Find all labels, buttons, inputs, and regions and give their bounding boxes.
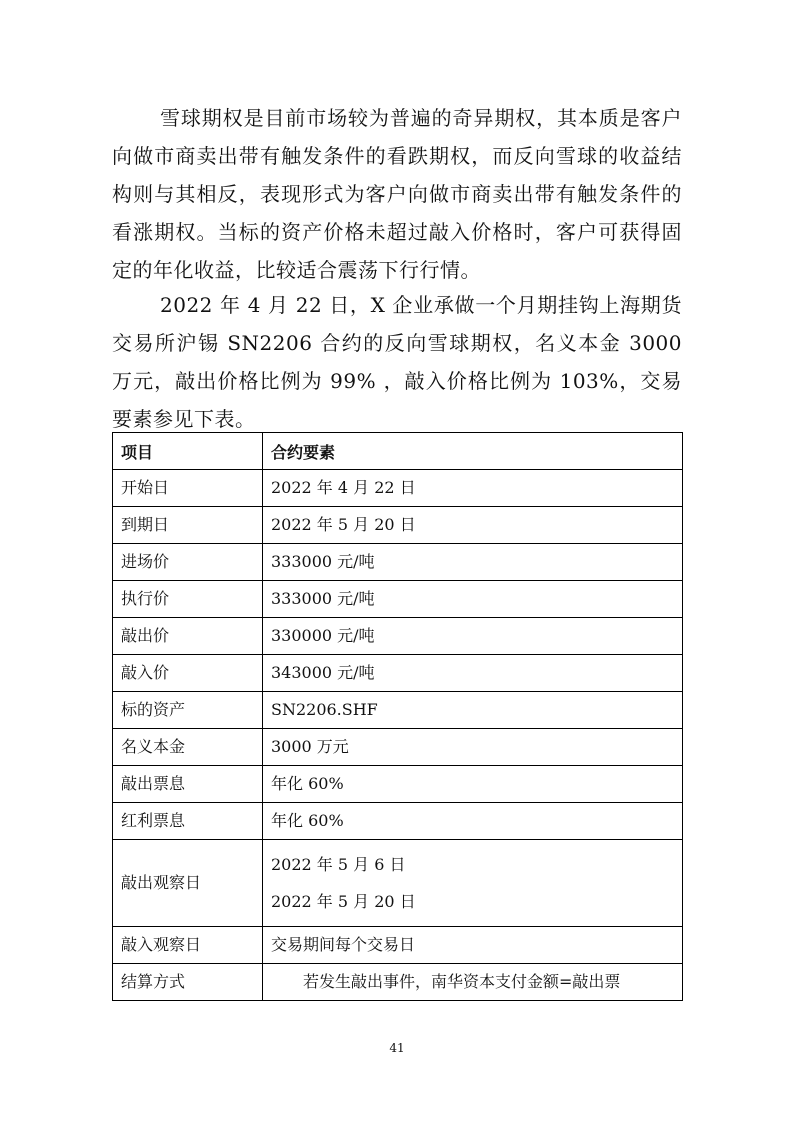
row-label: 开始日 [113, 470, 263, 507]
table-row [113, 927, 683, 964]
row-value: 3000 万元 [263, 729, 683, 766]
row-value: 330000 元/吨 [263, 618, 683, 655]
row-label: 进场价 [113, 544, 263, 581]
row-value: 343000 元/吨 [263, 655, 683, 692]
body-paragraph-snowball-intro: 雪球期权是目前市场较为普遍的奇异期权，其本质是客户向做市商卖出带有触发条件的看跌期权，而反向雪球的收益结构则与其相反，表现形式为客户向做市商卖出带有触发条件的看涨期权。当标的资产价格未超过敲入价格时，客户可获得固定的年化收益，比较适合震荡下行行情。 [112, 106, 682, 282]
row-value: 2022 年 4 月 22 日 [263, 470, 683, 507]
table-row [113, 618, 683, 655]
row-value: 333000 元/吨 [263, 581, 683, 618]
row-value: 年化 60% [263, 766, 683, 803]
row-label: 敲入观察日 [113, 927, 263, 964]
observation-date: 2022 年 5 月 20 日 [271, 892, 416, 911]
row-label: 敲入价 [113, 655, 263, 692]
table-row [113, 840, 683, 927]
row-label: 执行价 [113, 581, 263, 618]
table-row [113, 581, 683, 618]
header-contract-elements: 合约要素 [263, 433, 683, 470]
table-row [113, 766, 683, 803]
row-label: 敲出观察日 [113, 840, 263, 927]
table-row [113, 729, 683, 766]
row-value: SN2206.SHF [263, 692, 683, 729]
table-row [113, 655, 683, 692]
table-row [113, 507, 683, 544]
row-label: 敲出票息 [113, 766, 263, 803]
page-number: 41 [389, 1041, 405, 1055]
row-label: 红利票息 [113, 803, 263, 840]
contract-elements-table [112, 432, 683, 1001]
table-row [113, 544, 683, 581]
row-label: 标的资产 [113, 692, 263, 729]
body-paragraph-trade-example: 2022 年 4 月 22 日，X 企业承做一个月期挂钩上海期货交易所沪锡 SN2206 合约的反向雪球期权，名义本金 3000 万元，敲出价格比例为 99% ，敲入价格比例为 103%，交易要素参见下表。 [112, 293, 682, 431]
row-value: 若发生敲出事件，南华资本支付金额=敲出票 [263, 964, 683, 1001]
header-item: 项目 [113, 433, 263, 470]
row-label: 到期日 [113, 507, 263, 544]
row-value: 交易期间每个交易日 [263, 927, 683, 964]
table-header-row [113, 433, 683, 470]
row-value: 333000 元/吨 [263, 544, 683, 581]
table-row [113, 964, 683, 1001]
row-label: 敲出价 [113, 618, 263, 655]
observation-date: 2022 年 5 月 6 日 [271, 855, 406, 874]
row-label: 结算方式 [113, 964, 263, 1001]
row-value [263, 840, 683, 927]
row-label: 名义本金 [113, 729, 263, 766]
row-value: 2022 年 5 月 20 日 [263, 507, 683, 544]
row-value: 年化 60% [263, 803, 683, 840]
table-row [113, 470, 683, 507]
table-row [113, 692, 683, 729]
table-row [113, 803, 683, 840]
